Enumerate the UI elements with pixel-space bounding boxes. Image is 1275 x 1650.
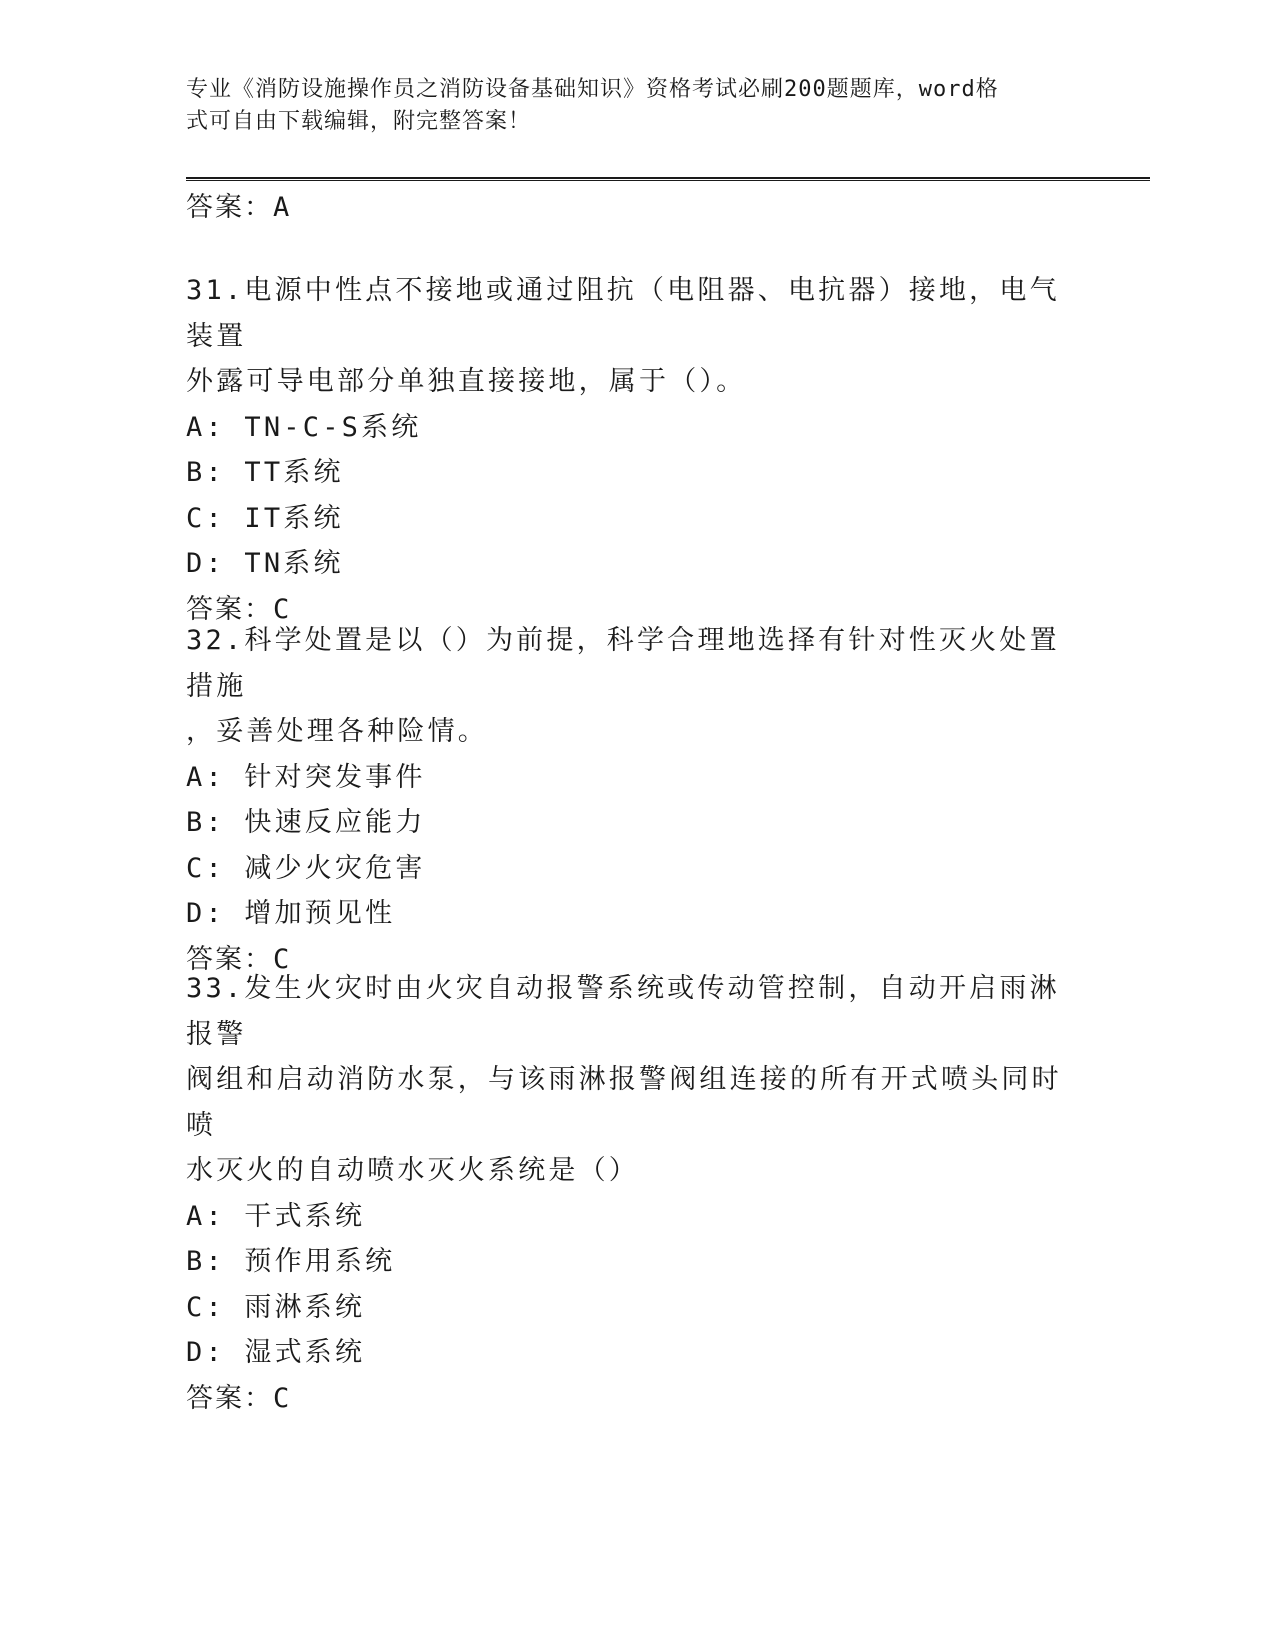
question-stem-line: 水灭火的自动喷水灭火系统是（） [186, 1155, 639, 1186]
option-list [186, 1194, 1066, 1376]
question-stem-line: ，妥善处理各种险情。 [186, 716, 488, 747]
option-a: A: 干式系统 [186, 1200, 366, 1232]
answer-value: C [273, 593, 290, 625]
previous-answer [186, 190, 289, 226]
answer-value: C [273, 1382, 290, 1414]
option-d: D: TN系统 [186, 548, 344, 579]
answer-label: 答案： [186, 593, 273, 625]
option-list [186, 755, 1066, 937]
option-a: A: 针对突发事件 [186, 761, 426, 793]
question-31 [186, 268, 1066, 632]
option-b: B: 预作用系统 [186, 1246, 396, 1277]
answer-label: 答案： [186, 1382, 273, 1414]
option-c: C: 减少火灾危害 [186, 852, 426, 884]
option-c: C: 雨淋系统 [186, 1291, 366, 1323]
answer-label: 答案： [186, 192, 273, 223]
question-stem-line: 33.发生火灾时由火灾自动报警系统或传动管控制，自动开启雨淋报警 [186, 973, 1060, 1050]
question-32 [186, 618, 1066, 982]
option-d: D: 增加预见性 [186, 898, 396, 929]
question-stem-line: 32.科学处置是以（）为前提，科学合理地选择有针对性灭火处置措施 [186, 625, 1060, 702]
header-divider [186, 177, 1150, 181]
option-d: D: 湿式系统 [186, 1337, 366, 1368]
option-b: B: 快速反应能力 [186, 807, 426, 838]
question-stem-line: 外露可导电部分单独直接接地，属于（）。 [186, 366, 747, 397]
option-c: C: IT系统 [186, 502, 344, 534]
option-b: B: TT系统 [186, 457, 344, 488]
question-stem [186, 966, 1066, 1194]
question-33 [186, 966, 1066, 1421]
header-line-2: 式可自由下载编辑，附完整答案！ [186, 109, 532, 134]
question-answer [186, 1376, 1066, 1422]
header-line-1: 专业《消防设施操作员之消防设备基础知识》资格考试必刷200题题库，word格 [186, 77, 999, 102]
document-header [186, 74, 1066, 138]
question-stem [186, 268, 1066, 405]
option-list [186, 405, 1066, 587]
answer-value: A [273, 192, 290, 223]
answer-label: 答案： [186, 943, 273, 975]
option-a: A: TN-C-S系统 [186, 411, 422, 443]
question-stem [186, 618, 1066, 755]
question-stem-line: 阀组和启动消防水泵，与该雨淋报警阀组连接的所有开式喷头同时喷 [186, 1064, 1062, 1141]
answer-value: C [273, 943, 290, 975]
question-stem-line: 31.电源中性点不接地或通过阻抗（电阻器、电抗器）接地，电气装置 [186, 275, 1060, 352]
